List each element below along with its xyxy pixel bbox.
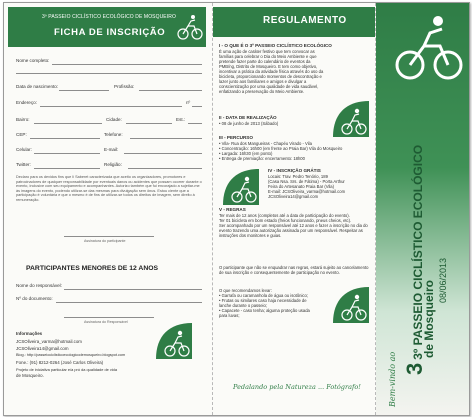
cyclist-logo-icon — [331, 99, 371, 139]
info-line: de Mosqueiro. — [16, 373, 44, 378]
guardian-name-field[interactable] — [64, 289, 202, 290]
religion-label: Religião: — [104, 162, 122, 167]
birth-date-field[interactable] — [59, 90, 109, 91]
full-name-field-line2[interactable] — [16, 73, 202, 74]
form-header-title: FICHA DE INSCRIÇÃO — [54, 27, 166, 38]
guardian-name-label: Nome do responsável: — [16, 283, 62, 288]
rules-section-body: • 08 de junho de 2013 (Sábado) — [219, 121, 279, 126]
cep-field[interactable] — [30, 138, 100, 139]
participant-signature-line[interactable] — [64, 236, 154, 237]
cyclist-logo-icon — [331, 285, 371, 325]
twitter-field[interactable] — [34, 168, 100, 169]
rules-section-body: • Vila- Rua dos Mangueiras - Chapéu Virado - Vila • Concentração: 16h00 (em frente ao Praia Bar) Vila do Mosqueiro • Largada: 16h30 (em ponto) • Entrega de premiação: encerramento: 18h00 — [219, 141, 343, 161]
district-label: Bairro: — [16, 117, 30, 122]
info-title: Informações — [16, 331, 43, 336]
registration-form-panel — [4, 3, 213, 415]
guardian-signature-line[interactable] — [64, 317, 154, 318]
cep-label: CEP: — [16, 132, 27, 137]
edition-number: 3 — [402, 362, 427, 375]
info-line: Fone.: (91) 8212-0264 (José Carlos Oliveira) — [16, 360, 104, 365]
guardian-document-label: Nº do documento: — [16, 296, 53, 301]
rules-section-body: O participante que não se enquadrar nas regras, estará sujeito ao cancelamento de sua inscrição e consequentemente de participação no evento. — [219, 265, 369, 275]
info-line: Projeto de iniciativa particular e/a pró da qualidade de vida — [16, 367, 118, 372]
phone-label: Telefone: — [104, 132, 123, 137]
profession-label: Profissão: — [114, 84, 135, 89]
cover-title: 3º PASSEIO CICLÍSTICO ECOLÓGICO — [411, 144, 425, 360]
mobile-field[interactable] — [34, 153, 100, 154]
number-field[interactable] — [192, 106, 202, 107]
state-label: Est.: — [176, 117, 186, 122]
rules-section-body: É uma ação de caráter festivo que tem convocar as famílias para celebrar o Dia do Meio Ambiente e que pretende fazer parte do calendário de eventos da PMB/ng, Distrito de Mosqueiro. E tem como objetivo, incentivar a prática da atividade física através do uso da bicicleta, proporcionando momentos de descontração e lazer junto aos familiares e amigos e divulgar a conscientização por uma qualidade de vida saudável, enfatizando a preservação do Meio Ambiente. — [219, 49, 324, 94]
address-label: Endereço: — [16, 100, 37, 105]
rules-section-heading: IV - INSCRIÇÃO GRÁTIS — [268, 168, 321, 173]
minors-section-title: PARTICIPANTES MENORES DE 12 ANOS — [26, 265, 159, 272]
info-line: JCSOliveira14@gmail.com — [16, 346, 69, 351]
city-field[interactable] — [126, 123, 172, 124]
mobile-label: Celular: — [16, 147, 32, 152]
cyclist-silhouette-icon — [394, 13, 464, 83]
number-label: nº — [186, 100, 191, 105]
regulations-header — [213, 7, 375, 37]
birth-date-label: Data de nascimento: — [16, 84, 59, 89]
email-field[interactable] — [124, 153, 202, 154]
cover-panel — [376, 3, 469, 415]
address-field[interactable] — [40, 106, 182, 107]
full-name-field[interactable] — [52, 64, 202, 65]
district-field[interactable] — [34, 123, 102, 124]
footer-script: Pedalando pela Natureza ... Fotógrafo! — [233, 383, 361, 391]
profession-field[interactable] — [139, 90, 202, 91]
cyclist-logo-icon — [221, 167, 261, 207]
rules-section-body: Ter mais de 12 anos (completos até a data de participação do evento). Ter 01 bicicleta em bom estado (freios funcionando, pneus cheios, etc). Ser acompanhado por um responsável até 12 anos e fazer a inscrição no dia do evento trazendo uma autorização assinada por um responsável. Respeitar as instruções dos monitores e guias. — [219, 213, 368, 238]
rules-section-heading: II - DATA DE REALIZAÇÃO — [219, 115, 277, 120]
email-label: E-mail: — [104, 147, 119, 152]
rules-section-heading: III - PERCURSO — [219, 135, 253, 140]
guardian-document-field[interactable] — [56, 302, 202, 303]
form-header-subtitle: 3º PASSEIO CICLÍSTICO ECOLÓGICO DE MOSQUEIRO — [42, 14, 176, 20]
declaration-text: Declaro para os devidos fins que li Saberet caracterizada que aceito os organizadores, promotores e patrocinadores de qualquer responsabilidade por eventuais danos ou acidentes que possam ocorrer durante o evento, inclusive com seu equipamento e acompanhantes. Autorizo também que fui encorajado a sujeitar-me às imagens do evento, podendo utilizar-se das mesmas para divulgação sem ônus. Estou ciente que a participação é voluntária e que o mesmo é de fins de utilizar-se todos os direitos de imagem, sem direito à remuneração. — [16, 175, 202, 202]
rules-section-heading: I - O QUE É O 3º PASSEIO CICLÍSTICO ECOLÓGICO — [219, 43, 332, 48]
info-line: Blog.: http://passeiociclisticoecologicodemosqueiro.blogspot.com — [16, 353, 126, 357]
cyclist-logo-icon — [154, 321, 194, 361]
rules-section-heading: V - REGRAS — [219, 207, 246, 212]
city-label: Cidade: — [106, 117, 122, 122]
info-line: JCSOliveira_varma@hotmail.com — [16, 339, 82, 344]
regulations-panel — [213, 3, 376, 415]
cover-subtitle: de Mosqueiro — [422, 279, 436, 358]
rules-section-body: Locais: Trav. Pedro Tenório, 189 (Casa Nsa. Srs. de Fátima) - Porta Arthur Feira do Artesanato Praia Bar (Vila) E-mail: JCSOliveira_varma@hotmail.com JCSOliveira14@gmail.com — [268, 174, 346, 199]
brochure-sheet — [3, 2, 470, 416]
cover-date: 08/06/2013 — [438, 257, 448, 303]
regulations-title: REGULAMENTO — [263, 15, 347, 26]
state-field[interactable] — [188, 123, 202, 124]
full-name-label: Nome completo: — [16, 58, 50, 63]
cyclist-icon — [176, 13, 204, 41]
religion-field[interactable] — [128, 168, 202, 169]
recommendations-text: O que recomendamos levar: • Garrafa ou caramanhola de água ou isotônico; • Frutas ou similares caso haja necessidade de lanche durante o passeio; • Capacete - caso tenha; alguma proteção usada para luvas; — [219, 288, 310, 318]
cover-dedication: Bem-vindo ao — [388, 351, 397, 407]
twitter-label: Twitter: — [16, 162, 31, 167]
participant-signature-label: Assinatura do participante — [84, 239, 126, 243]
phone-field[interactable] — [130, 138, 202, 139]
form-header — [8, 7, 206, 47]
guardian-signature-label: Assinatura do Responsável — [84, 320, 128, 324]
